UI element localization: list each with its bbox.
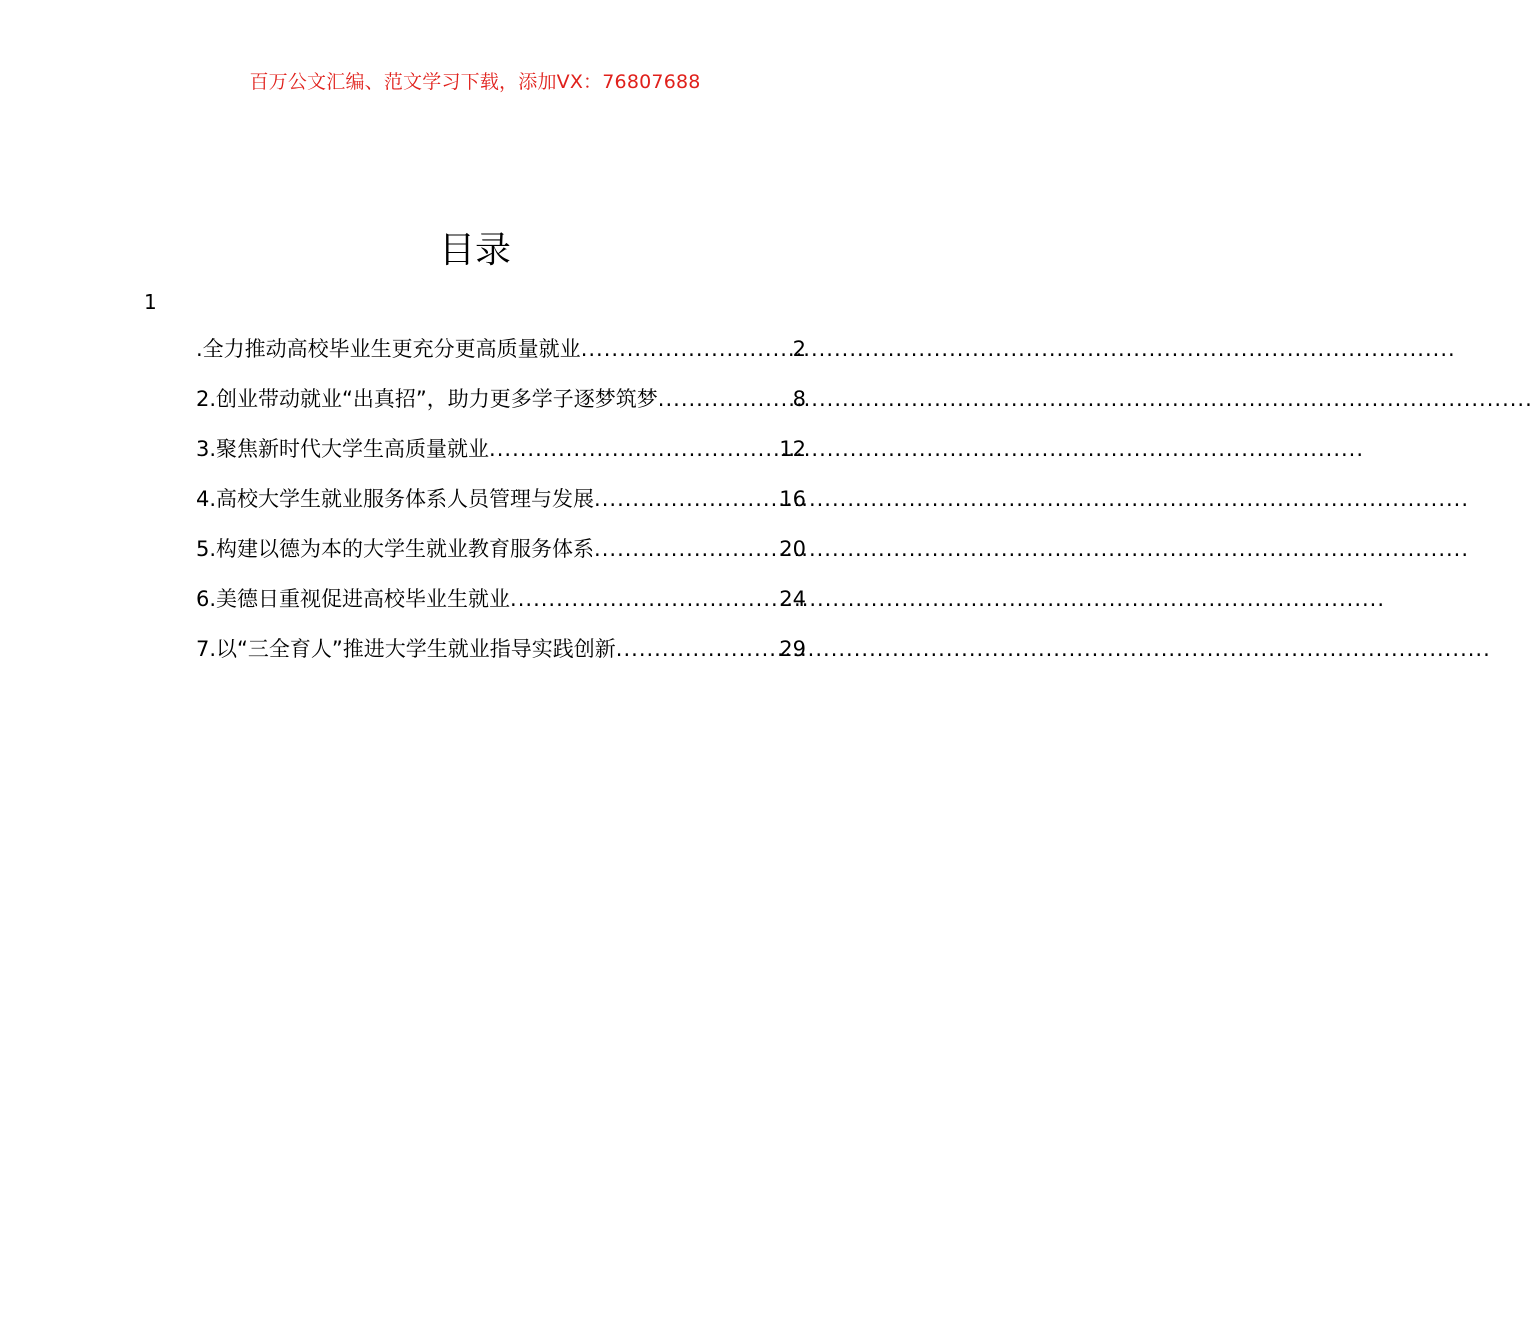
toc-entry-title: 4.高校大学生就业服务体系人员管理与发展 <box>196 487 595 511</box>
toc-entry-page: 8 <box>792 387 806 411</box>
toc-dot-leader <box>594 530 779 568</box>
toc-dot-leader <box>594 480 779 518</box>
toc-dot-leader <box>510 580 779 618</box>
toc-entry[interactable] <box>196 580 806 630</box>
toc-entry[interactable] <box>196 480 806 530</box>
toc-title: 目录 <box>438 230 511 271</box>
toc-entry[interactable] <box>196 380 806 430</box>
toc-dot-leader <box>658 380 793 418</box>
toc-stray-number: 1 <box>144 290 157 314</box>
toc-entry-title: 3.聚焦新时代大学生高质量就业 <box>196 437 490 461</box>
toc-entry-page: 12 <box>779 437 806 461</box>
toc-entry-title: 6.美德日重视促进高校毕业生就业 <box>196 587 511 611</box>
toc-entry-title: 7.以“三全育人”推进大学生就业指导实践创新 <box>196 637 616 661</box>
toc-entry-page: 16 <box>779 487 806 511</box>
toc-entry-title: .全力推动高校毕业生更充分更高质量就业 <box>196 337 581 361</box>
toc-entry[interactable] <box>196 530 806 580</box>
toc-list <box>196 330 806 680</box>
toc-entry-title: 2.创业带动就业“出真招”，助力更多学子逐梦筑梦 <box>196 387 658 411</box>
toc-entry-page: 24 <box>779 587 806 611</box>
toc-entry-page: 20 <box>779 537 806 561</box>
toc-dot-leader <box>616 630 779 668</box>
toc-entry[interactable] <box>196 330 806 380</box>
toc-dot-leader <box>489 430 779 468</box>
toc-entry-page: 29 <box>779 637 806 661</box>
toc-dot-leader <box>581 330 793 368</box>
toc-entry-title: 5.构建以德为本的大学生就业教育服务体系 <box>196 537 595 561</box>
toc-entry[interactable] <box>196 430 806 480</box>
toc-entry-page: 2 <box>792 337 806 361</box>
toc-entry[interactable] <box>196 630 806 680</box>
header-watermark-note: 百万公文汇编、范文学习下载，添加VX：76807688 <box>249 71 701 93</box>
